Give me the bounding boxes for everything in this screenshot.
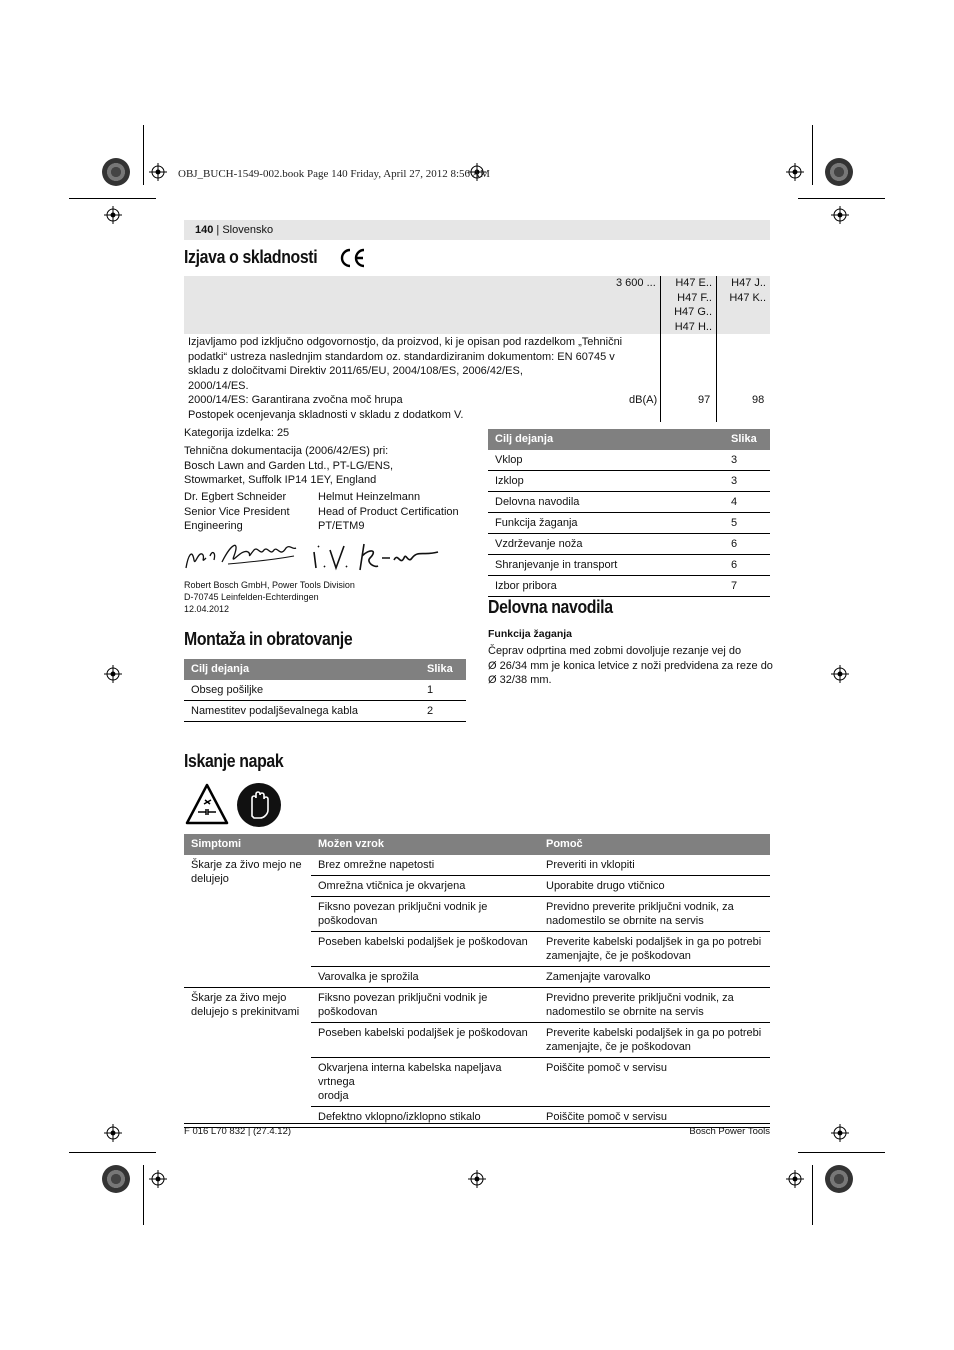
ce-mark-icon [338, 248, 366, 268]
table-row: Namestitev podaljševalnega kabla 2 [184, 700, 466, 721]
table-row: Izklop 3 [488, 470, 770, 491]
delovna-subtitle: Funkcija žaganja [488, 628, 573, 640]
table-row: Delovna navodila 4 [488, 491, 770, 512]
header-separator: | [213, 224, 223, 236]
table-header-cell: Simptomi [184, 834, 311, 855]
montaza-table [184, 659, 466, 722]
table-header-cell: Slika [724, 429, 770, 450]
table-row: Omrežna vtičnica je okvarjena Uporabite drugo vtičnico [184, 875, 770, 896]
registration-mark-icon [104, 1124, 122, 1142]
declaration-text: Izjavljamo pod izključno odgovornostjo, da proizvod, ki je opisan pod razdelkom „Tehnični podatki“ ustreza naslednjim standardom oz. standardiziranim dokumentom: EN 60745 v skladu z določitvami Direktiv 2011/65/EU, 2004/108/ES, 2006/42/ES, 2000/14/ES. 2000/14/ES: Garantirana zvočna moč hrupa Postopek ocenjevanja skladnosti v skladu z dodatkom V. [188, 336, 623, 421]
delovna-title: Delovna navodila [488, 597, 613, 617]
color-bar-disc [825, 1165, 853, 1193]
header-language: Slovensko [222, 224, 274, 236]
footer-right: Bosch Power Tools [689, 1126, 770, 1137]
table-row: Vzdrževanje noža 6 [488, 533, 770, 554]
product-category: Kategorija izdelka: 25 [184, 427, 290, 439]
signer-1: Dr. Egbert Schneider Senior Vice President Engineering [184, 491, 290, 532]
montaza-title: Montaža in obratovanje [184, 629, 353, 649]
signer-2: Helmut Heinzelmann Head of Product Certification PT/ETM9 [318, 491, 459, 532]
registration-mark-icon [104, 206, 122, 224]
table-header-cell: Cilj dejanja [184, 659, 420, 680]
table-row: Fiksno povezan priključni vodnik je poškodovan Previdno preverite priključni vodnik, za nadomestilo se obrnite na servis [184, 896, 770, 931]
table-header-cell: Pomoč [539, 834, 770, 855]
table-row: Poseben kabelski podaljšek je poškodovan Preverite kabelski podaljšek in ga po potrebi zamenjajte, če je poškodovan [184, 931, 770, 966]
signature-2 [308, 538, 444, 576]
table-row: Vklop 3 [488, 450, 770, 471]
registration-mark-icon [831, 1124, 849, 1142]
table-row: Okvarjena interna kabelska napeljava vrtnega orodja Poiščite pomoč v servisu [184, 1057, 770, 1106]
registration-mark-icon [831, 206, 849, 224]
print-info-line: OBJ_BUCH-1549-002.book Page 140 Friday, April 27, 2012 8:56 AM [178, 168, 490, 180]
unplug-warning-icon [184, 782, 230, 826]
declaration-unit: dB(A) [629, 394, 658, 406]
declaration-value-1: 97 [698, 394, 711, 406]
page-number: 140 [195, 224, 214, 236]
footer-left: F 016 L70 832 | (27.4.12) [184, 1126, 292, 1137]
registration-mark-icon [786, 163, 804, 181]
table-header-cell: Slika [420, 659, 466, 680]
color-bar-disc [825, 158, 853, 186]
table-row: Izbor pribora 7 [488, 575, 770, 596]
color-bar-disc [102, 1165, 130, 1193]
delovna-text: Čeprav odprtina med zobmi dovoljuje rezanje vej do Ø 26/34 mm je konica letvice z noži predvidena za reze do Ø 32/38 mm. [488, 645, 773, 686]
table-row: Varovalka je sprožila Zamenjajte varovalko [184, 966, 770, 987]
table-header-cell: Cilj dejanja [488, 429, 724, 450]
registration-mark-icon [831, 665, 849, 683]
symptom-cell: Škarje za živo mejo ne delujejo [184, 855, 311, 988]
company-address: Robert Bosch GmbH, Power Tools Division D-70745 Leinfelden-Echterdingen 12.04.2012 [184, 580, 355, 614]
declaration-col2-head: H47 E.. H47 F.. H47 G.. H47 H.. [674, 277, 712, 333]
table-row: Obseg pošiljke 1 [184, 680, 466, 701]
registration-mark-icon [149, 163, 167, 181]
table-row: Defektno vklopno/izklopno stikalo Poiščite pomoč v servisu [184, 1106, 770, 1127]
table-row: Shranjevanje in transport 6 [488, 554, 770, 575]
signature-1 [182, 538, 302, 576]
registration-mark-icon [104, 665, 122, 683]
overview-table [488, 429, 770, 597]
declaration-value-2: 98 [752, 394, 765, 406]
registration-mark-icon [786, 1170, 804, 1188]
table-row: Funkcija žaganja 5 [488, 512, 770, 533]
table-header-row [184, 834, 770, 855]
table-row: Škarje za živo mejo ne delujejo Brez omrežne napetosti Preveriti in vklopiti [184, 855, 770, 876]
registration-mark-icon [149, 1170, 167, 1188]
page-header [184, 220, 770, 240]
iskanje-title: Iskanje napak [184, 751, 284, 771]
table-row: Poseben kabelski podaljšek je poškodovan Preverite kabelski podaljšek in ga po potrebi zamenjajte, če je poškodovan [184, 1022, 770, 1057]
symptom-cell: Škarje za živo mejo delujejo s prekinitvami [184, 987, 311, 1127]
registration-mark-icon [468, 1170, 486, 1188]
technical-documentation: Tehnična dokumentacija (2006/42/ES) pri: Bosch Lawn and Garden Ltd., PT-LG/ENS, Stowmarket, Suffolk IP14 1EY, England [184, 445, 394, 486]
table-header-row [488, 429, 770, 450]
table-header-cell: Možen vzrok [311, 834, 539, 855]
color-bar-disc [102, 158, 130, 186]
table-row: Škarje za živo mejo delujejo s prekinitvami Fiksno povezan priključni vodnik je poškodovan Previdno preverite priključni vodnik, za nadomestilo se obrnite na servis [184, 987, 770, 1022]
declaration-col3-head: H47 J.. H47 K.. [729, 277, 766, 304]
declaration-col1-head: 3 600 ... [616, 277, 656, 289]
declaration-title: Izjava o skladnosti [184, 247, 318, 267]
troubleshooting-table [184, 834, 770, 1128]
table-header-row [184, 659, 466, 680]
gloves-mandatory-icon [236, 782, 282, 828]
